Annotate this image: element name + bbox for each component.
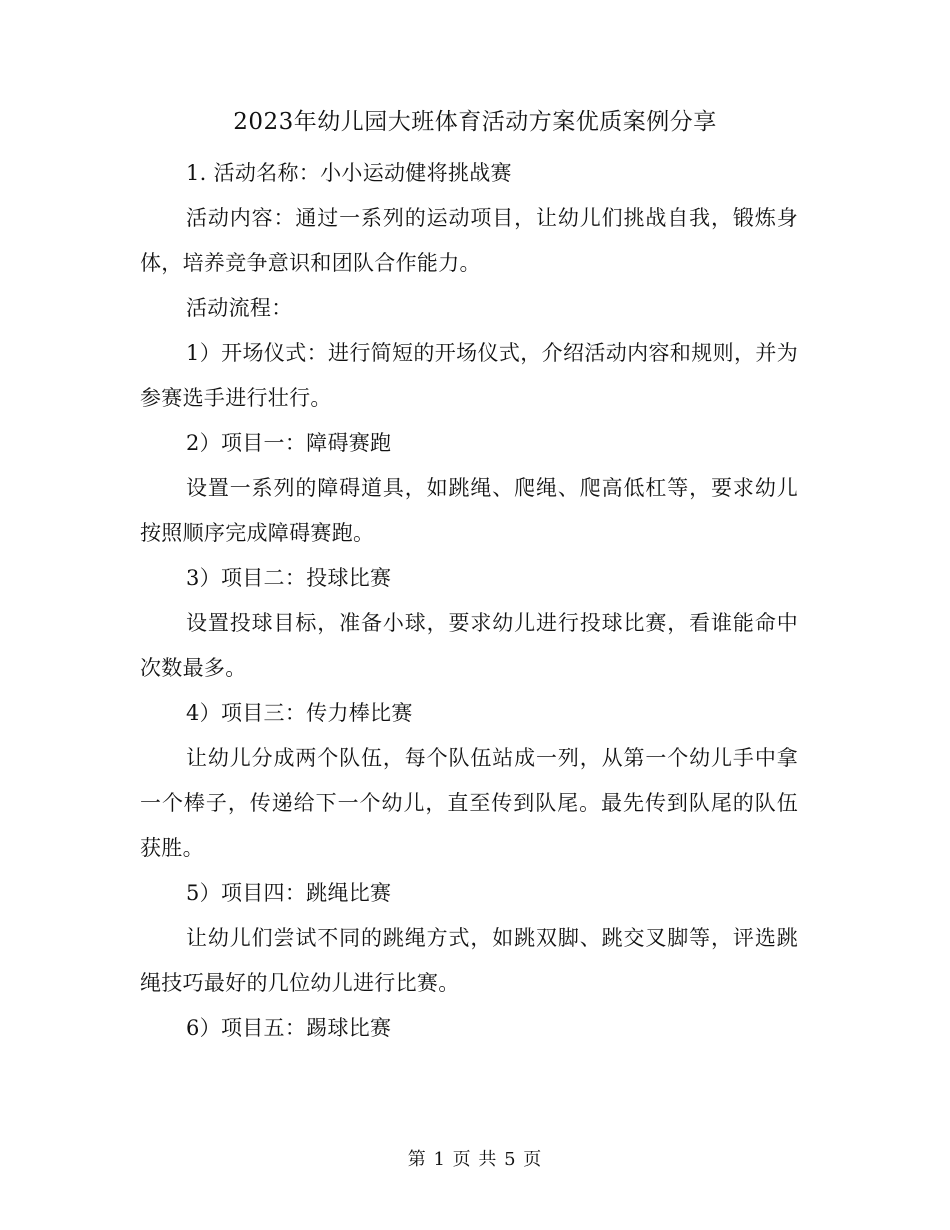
paragraph-activity-content: 活动内容：通过一系列的运动项目，让幼儿们挑战自我，锻炼身体，培养竞争意识和团队合作能力。	[140, 206, 798, 275]
paragraph-item-two-detail: 设置投球目标，准备小球，要求幼儿进行投球比赛，看谁能命中次数最多。	[140, 611, 798, 680]
document-title: 2023年幼儿园大班体育活动方案优质案例分享	[233, 109, 717, 135]
paragraph-item-three-detail: 让幼儿分成两个队伍，每个队伍站成一列，从第一个幼儿手中拿一个棒子，传递给下一个幼儿，直至传到队尾。最先传到队尾的队伍获胜。	[140, 746, 798, 860]
paragraph-item-two-heading: 3）项目二：投球比赛	[186, 566, 392, 590]
paragraph-item-three-heading: 4）项目三：传力棒比赛	[186, 701, 413, 725]
paragraph-item-one-heading: 2）项目一：障碍赛跑	[186, 431, 392, 455]
document-body	[140, 151, 798, 1051]
paragraph-activity-name: 1. 活动名称：小小运动健将挑战赛	[186, 161, 512, 185]
paragraph-activity-process: 活动流程：	[186, 296, 293, 320]
paragraph-item-four-detail: 让幼儿们尝试不同的跳绳方式，如跳双脚、跳交叉脚等，评选跳绳技巧最好的几位幼儿进行比赛。	[140, 926, 798, 995]
paragraph-opening-ceremony: 1）开场仪式：进行简短的开场仪式，介绍活动内容和规则，并为参赛选手进行壮行。	[140, 341, 798, 410]
page-number-footer: 第 1 页 共 5 页	[407, 1149, 543, 1170]
paragraph-item-one-detail: 设置一系列的障碍道具，如跳绳、爬绳、爬高低杠等，要求幼儿按照顺序完成障碍赛跑。	[140, 476, 798, 545]
paragraph-item-four-heading: 5）项目四：跳绳比赛	[186, 881, 392, 905]
paragraph-item-five-heading: 6）项目五：踢球比赛	[186, 1016, 392, 1040]
